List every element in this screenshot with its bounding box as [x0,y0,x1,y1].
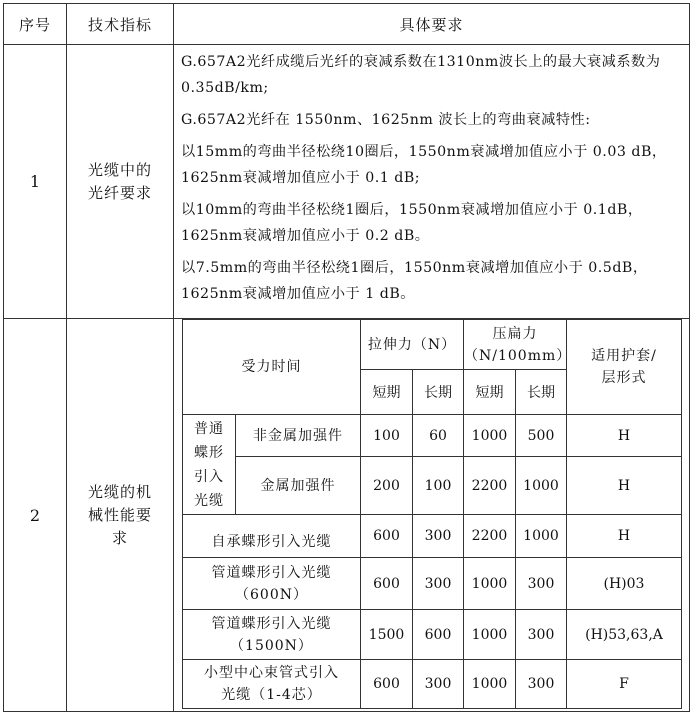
cell-crush-long: 1000 [516,457,567,515]
requirement-paragraph: 以7.5mm的弯曲半径松绕1圈后，1550nm衰减增加值应小于 0.5dB，1625nm衰减增加值应小于 1 dB。 [181,260,648,302]
cell-tensile-short: 600 [361,660,413,709]
cell-crush-short: 2200 [464,515,516,558]
cell-crush-long: 300 [516,558,567,610]
cell-tensile-short: 600 [361,558,413,610]
sheath-header [567,320,682,415]
crush-header-line1: 压扁力 [492,325,538,342]
cell-crush-short: 1000 [464,558,516,610]
header-requirement: 具体要求 [174,4,690,45]
row-mechanical [4,319,690,712]
requirement-paragraph: G.657A2光纤在 1550nm、1625nm 波长上的弯曲衰减特性: [181,112,591,128]
cell-sheath: H [567,515,682,558]
row1-seq: 1 [4,45,67,319]
cell-tensile-long: 300 [413,660,464,709]
cell-sheath: H [567,457,682,515]
cell-sheath: H [567,415,682,457]
cell-crush-long: 500 [516,415,567,457]
row-name-line1: 小型中心束管式引入 [204,665,339,681]
row-name [183,610,361,660]
spec-table-container [3,3,689,712]
requirement-paragraph: 以15mm的弯曲半径松绕10圈后，1550nm衰减增加值应小于 0.03 dB，1625nm衰减增加值应小于 0.1 dB; [181,144,667,186]
sheath-header-line1: 适用护套/ [591,348,657,364]
row2-indicator-line1: 光缆的机 [87,482,152,501]
sheath-header-line2: 层形式 [601,370,647,386]
crush-header-line2: （N/100mm） [464,347,572,364]
cell-crush-short: 2200 [464,457,516,515]
row2-indicator-line3: 求 [111,528,128,547]
cell-crush-short: 1000 [464,415,516,457]
cell-crush-long: 1000 [516,515,567,558]
cell-tensile-short: 1500 [361,610,413,660]
cell-tensile-long: 600 [413,610,464,660]
row2-seq: 2 [4,319,67,712]
row1-indicator-line1: 光缆中的 [87,160,152,179]
cell-crush-long: 300 [516,610,567,660]
cell-sheath: F [567,660,682,709]
cell-crush-long: 300 [516,660,567,709]
cell-crush-short: 1000 [464,610,516,660]
row2-indicator-line2: 械性能要 [87,505,152,524]
row-name: 非金属加强件 [236,415,361,457]
row-name-line2: （1500N） [230,637,313,654]
cell-tensile-long: 300 [413,515,464,558]
cell-tensile-short: 100 [361,415,413,457]
row-name-line1: 管道蝶形引入光缆 [211,564,332,581]
requirement-paragraph: G.657A2光纤成缆后光纤的衰减系数在1310nm波长上的最大衰减系数为 0.35dB/km; [181,54,661,96]
row1-requirements [174,45,690,319]
cell-tensile-short: 200 [361,457,413,515]
crush-long-header: 长期 [516,370,567,415]
row-name-line1: 管道蝶形引入光缆 [211,615,332,632]
row-optical-fiber [4,45,690,319]
row-name [183,660,361,709]
cell-tensile-long: 100 [413,457,464,515]
crush-header [464,320,572,370]
cell-tensile-long: 300 [413,558,464,610]
row-name-line2: 光缆（1-4芯） [221,687,322,703]
spec-table [3,3,690,712]
row1-indicator-line2: 光纤要求 [87,183,152,202]
cell-tensile-long: 60 [413,415,464,457]
cell-tensile-short: 600 [361,515,413,558]
header-seq: 序号 [4,4,67,45]
group-label [183,415,236,515]
tensile-short-header: 短期 [361,370,413,415]
row2-requirements [174,319,690,712]
cell-sheath: (H)53,63,A [567,610,682,660]
crush-short-header: 短期 [464,370,516,415]
row-name-line2: （600N） [235,586,308,603]
cell-crush-short: 1000 [464,660,516,709]
mechanical-table [182,319,682,709]
header-row [4,4,690,45]
group-label-text: 普通蝶形引入光缆 [194,420,224,509]
row1-indicator [67,45,174,319]
cell-sheath: (H)03 [567,558,682,610]
tensile-long-header: 长期 [413,370,464,415]
row-name: 金属加强件 [236,457,361,515]
requirement-paragraph: 以10mm的弯曲半径松绕1圈后，1550nm衰减增加值应小于 0.1dB，1625nm衰减增加值应小于 0.2 dB。 [181,202,643,244]
row-name: 自承蝶形引入光缆 [183,515,361,558]
time-header: 受力时间 [183,320,361,415]
header-indicator: 技术指标 [67,4,174,45]
row2-indicator [67,319,174,712]
tensile-header: 拉伸力（N） [361,320,464,370]
row-name [183,558,361,610]
